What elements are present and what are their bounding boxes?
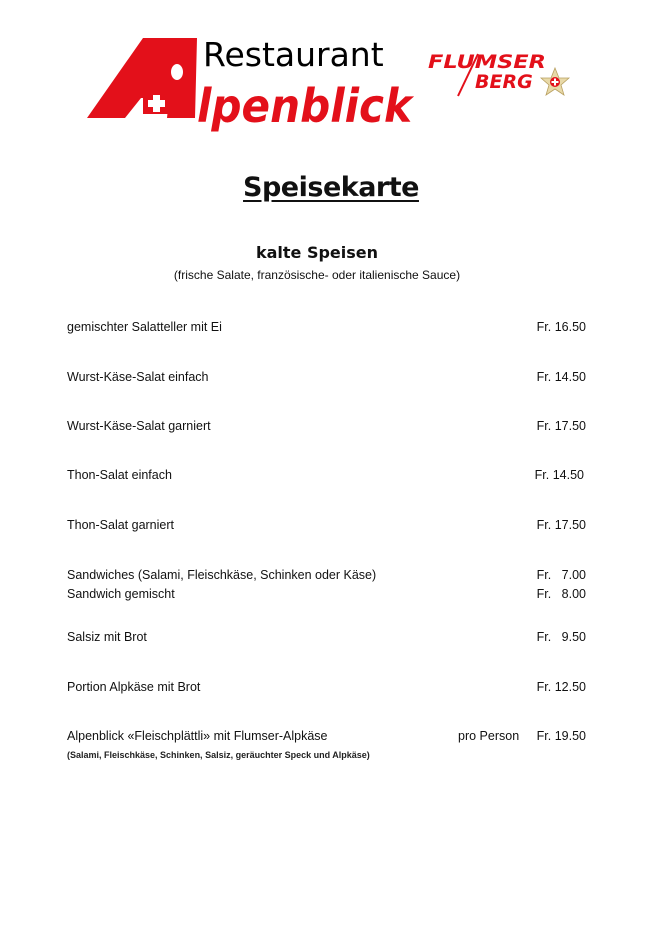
item-name: Portion Alpkäse mit Brot — [67, 680, 201, 694]
item-name: Salsiz mit Brot — [67, 630, 147, 644]
section-heading: kalte Speisen — [255, 243, 379, 262]
item-price: Fr. 12.50 — [536, 680, 586, 694]
menu-item — [67, 468, 584, 486]
item-price: Fr. 8.00 — [536, 587, 586, 601]
item-price: Fr. 9.50 — [536, 630, 586, 644]
logo-a-hole — [171, 64, 183, 80]
menu-item — [67, 630, 586, 648]
menu-item — [67, 587, 586, 605]
menu-item — [67, 729, 586, 747]
item-name: Thon-Salat garniert — [67, 518, 175, 532]
section-subtitle: (frische Salate, französische- oder italienische Sauce) — [173, 268, 461, 282]
item-note: (Salami, Fleischkäse, Schinken, Salsiz, geräuchter Speck und Alpkäse) — [67, 750, 370, 760]
swiss-cross-icon — [143, 92, 171, 114]
logo-alpenblick-text: lpenblick — [197, 79, 415, 132]
menu-item — [67, 419, 586, 437]
item-name: Wurst-Käse-Salat garniert — [67, 419, 211, 433]
item-price: Fr. 19.50 — [536, 729, 586, 743]
menu-item — [67, 568, 586, 586]
item-name: Sandwiches (Salami, Fleischkäse, Schinken oder Käse) — [67, 568, 377, 582]
logo-restaurant-text: Restaurant — [203, 35, 384, 74]
item-price: Fr. 7.00 — [536, 568, 586, 582]
item-name: gemischter Salatteller mit Ei — [67, 320, 222, 334]
logo-berg-text: BERG — [475, 71, 533, 93]
page-title: Speisekarte — [243, 172, 419, 203]
item-price: Fr. 16.50 — [536, 320, 586, 334]
menu-item — [67, 370, 586, 388]
item-name: Wurst-Käse-Salat einfach — [67, 370, 209, 384]
item-price: Fr. 17.50 — [536, 419, 586, 433]
item-price: Fr. 17.50 — [536, 518, 586, 532]
item-unit: pro Person — [458, 729, 520, 743]
item-price: Fr. 14.50 — [534, 468, 584, 482]
item-name: Thon-Salat einfach — [67, 468, 172, 482]
item-price: Fr. 14.50 — [536, 370, 586, 384]
menu-item — [67, 320, 586, 338]
item-name: Sandwich gemischt — [67, 587, 175, 601]
menu-item — [67, 518, 586, 536]
restaurant-logo — [85, 32, 585, 132]
logo-flumser-text: FLUMSER — [428, 51, 546, 73]
menu-item — [67, 680, 586, 698]
item-name: Alpenblick «Fleischplättli» mit Flumser-Alpkäse — [67, 729, 328, 743]
